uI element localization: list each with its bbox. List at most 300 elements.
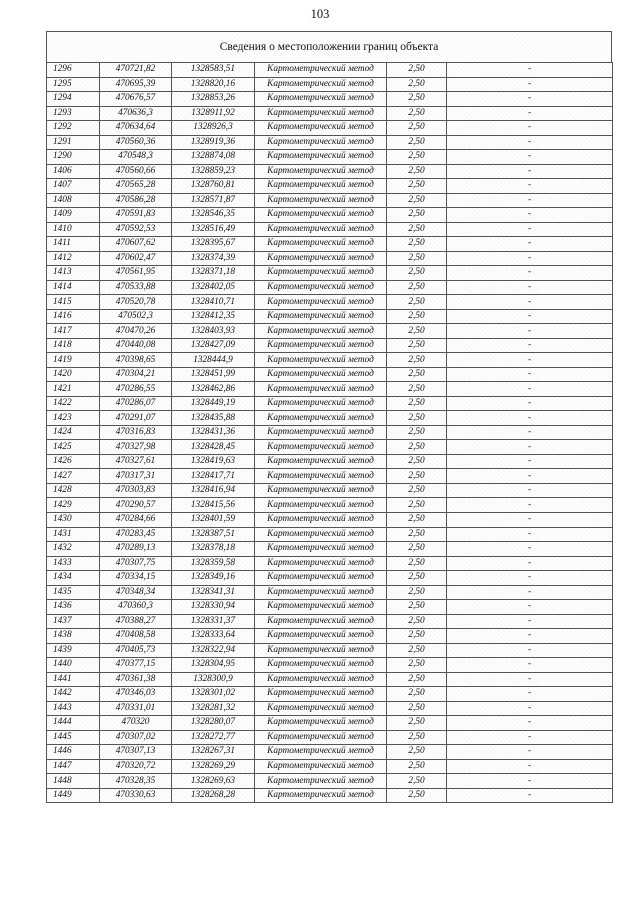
accuracy-cell: 2,50 xyxy=(387,788,447,803)
point-number-cell: 1415 xyxy=(47,295,100,310)
point-number-cell: 1416 xyxy=(47,309,100,324)
table-row xyxy=(47,716,613,731)
x-coordinate-cell: 470334,15 xyxy=(100,571,172,586)
accuracy-cell: 2,50 xyxy=(387,324,447,339)
note-cell: - xyxy=(447,164,613,179)
y-coordinate-cell: 1328451,99 xyxy=(172,367,255,382)
table-row xyxy=(47,222,613,237)
y-coordinate-cell: 1328349,16 xyxy=(172,571,255,586)
point-number-cell: 1447 xyxy=(47,759,100,774)
point-number-cell: 1439 xyxy=(47,643,100,658)
x-coordinate-cell: 470316,83 xyxy=(100,425,172,440)
method-cell: Картометрический метод xyxy=(255,150,387,165)
point-number-cell: 1413 xyxy=(47,266,100,281)
x-coordinate-cell: 470348,34 xyxy=(100,585,172,600)
x-coordinate-cell: 470560,66 xyxy=(100,164,172,179)
method-cell: Картометрический метод xyxy=(255,121,387,136)
method-cell: Картометрический метод xyxy=(255,338,387,353)
point-number-cell: 1429 xyxy=(47,498,100,513)
note-cell: - xyxy=(447,629,613,644)
table-row xyxy=(47,672,613,687)
note-cell: - xyxy=(447,121,613,136)
note-cell: - xyxy=(447,222,613,237)
note-cell: - xyxy=(447,687,613,702)
page-number: 103 xyxy=(310,7,330,21)
y-coordinate-cell: 1328269,63 xyxy=(172,774,255,789)
point-number-cell: 1437 xyxy=(47,614,100,629)
y-coordinate-cell: 1328427,09 xyxy=(172,338,255,353)
method-cell: Картометрический метод xyxy=(255,280,387,295)
accuracy-cell: 2,50 xyxy=(387,237,447,252)
method-cell: Картометрический метод xyxy=(255,701,387,716)
table-row xyxy=(47,759,613,774)
note-cell: - xyxy=(447,353,613,368)
x-coordinate-cell: 470360,3 xyxy=(100,600,172,615)
x-coordinate-cell: 470307,75 xyxy=(100,556,172,571)
y-coordinate-cell: 1328378,18 xyxy=(172,542,255,557)
x-coordinate-cell: 470548,3 xyxy=(100,150,172,165)
note-cell: - xyxy=(447,150,613,165)
y-coordinate-cell: 1328281,32 xyxy=(172,701,255,716)
accuracy-cell: 2,50 xyxy=(387,585,447,600)
table-row xyxy=(47,396,613,411)
accuracy-cell: 2,50 xyxy=(387,164,447,179)
y-coordinate-cell: 1328416,94 xyxy=(172,483,255,498)
point-number-cell: 1408 xyxy=(47,193,100,208)
y-coordinate-cell: 1328444,9 xyxy=(172,353,255,368)
point-number-cell: 1414 xyxy=(47,280,100,295)
y-coordinate-cell: 1328280,07 xyxy=(172,716,255,731)
note-cell: - xyxy=(447,367,613,382)
x-coordinate-cell: 470586,28 xyxy=(100,193,172,208)
note-cell: - xyxy=(447,701,613,716)
point-number-cell: 1445 xyxy=(47,730,100,745)
y-coordinate-cell: 1328331,37 xyxy=(172,614,255,629)
accuracy-cell: 2,50 xyxy=(387,716,447,731)
x-coordinate-cell: 470361,38 xyxy=(100,672,172,687)
point-number-cell: 1295 xyxy=(47,77,100,92)
method-cell: Картометрический метод xyxy=(255,251,387,266)
note-cell: - xyxy=(447,542,613,557)
method-cell: Картометрический метод xyxy=(255,382,387,397)
table-row xyxy=(47,106,613,121)
method-cell: Картометрический метод xyxy=(255,309,387,324)
y-coordinate-cell: 1328412,35 xyxy=(172,309,255,324)
y-coordinate-cell: 1328267,31 xyxy=(172,745,255,760)
method-cell: Картометрический метод xyxy=(255,716,387,731)
accuracy-cell: 2,50 xyxy=(387,643,447,658)
accuracy-cell: 2,50 xyxy=(387,135,447,150)
coordinates-sheet xyxy=(46,31,612,803)
table-row xyxy=(47,411,613,426)
point-number-cell: 1430 xyxy=(47,512,100,527)
method-cell: Картометрический метод xyxy=(255,745,387,760)
x-coordinate-cell: 470328,35 xyxy=(100,774,172,789)
table-row xyxy=(47,63,613,78)
table-row xyxy=(47,571,613,586)
y-coordinate-cell: 1328410,71 xyxy=(172,295,255,310)
y-coordinate-cell: 1328395,67 xyxy=(172,237,255,252)
y-coordinate-cell: 1328403,93 xyxy=(172,324,255,339)
table-row xyxy=(47,556,613,571)
point-number-cell: 1443 xyxy=(47,701,100,716)
accuracy-cell: 2,50 xyxy=(387,425,447,440)
point-number-cell: 1436 xyxy=(47,600,100,615)
accuracy-cell: 2,50 xyxy=(387,150,447,165)
table-row xyxy=(47,164,613,179)
note-cell: - xyxy=(447,469,613,484)
method-cell: Картометрический метод xyxy=(255,469,387,484)
method-cell: Картометрический метод xyxy=(255,774,387,789)
note-cell: - xyxy=(447,179,613,194)
table-row xyxy=(47,266,613,281)
table-row xyxy=(47,585,613,600)
accuracy-cell: 2,50 xyxy=(387,483,447,498)
y-coordinate-cell: 1328760,81 xyxy=(172,179,255,194)
accuracy-cell: 2,50 xyxy=(387,600,447,615)
point-number-cell: 1435 xyxy=(47,585,100,600)
method-cell: Картометрический метод xyxy=(255,687,387,702)
accuracy-cell: 2,50 xyxy=(387,672,447,687)
x-coordinate-cell: 470330,63 xyxy=(100,788,172,803)
method-cell: Картометрический метод xyxy=(255,208,387,223)
x-coordinate-cell: 470286,07 xyxy=(100,396,172,411)
y-coordinate-cell: 1328333,64 xyxy=(172,629,255,644)
note-cell: - xyxy=(447,338,613,353)
point-number-cell: 1411 xyxy=(47,237,100,252)
note-cell: - xyxy=(447,77,613,92)
note-cell: - xyxy=(447,208,613,223)
accuracy-cell: 2,50 xyxy=(387,121,447,136)
table-row xyxy=(47,658,613,673)
method-cell: Картометрический метод xyxy=(255,411,387,426)
y-coordinate-cell: 1328272,77 xyxy=(172,730,255,745)
method-cell: Картометрический метод xyxy=(255,629,387,644)
note-cell: - xyxy=(447,788,613,803)
point-number-cell: 1448 xyxy=(47,774,100,789)
note-cell: - xyxy=(447,774,613,789)
x-coordinate-cell: 470634,64 xyxy=(100,121,172,136)
point-number-cell: 1291 xyxy=(47,135,100,150)
method-cell: Картометрический метод xyxy=(255,730,387,745)
point-number-cell: 1444 xyxy=(47,716,100,731)
table-row xyxy=(47,512,613,527)
y-coordinate-cell: 1328402,05 xyxy=(172,280,255,295)
x-coordinate-cell: 470346,03 xyxy=(100,687,172,702)
method-cell: Картометрический метод xyxy=(255,106,387,121)
table-row xyxy=(47,179,613,194)
x-coordinate-cell: 470307,13 xyxy=(100,745,172,760)
y-coordinate-cell: 1328419,63 xyxy=(172,454,255,469)
point-number-cell: 1290 xyxy=(47,150,100,165)
x-coordinate-cell: 470327,61 xyxy=(100,454,172,469)
accuracy-cell: 2,50 xyxy=(387,556,447,571)
table-row xyxy=(47,425,613,440)
y-coordinate-cell: 1328301,02 xyxy=(172,687,255,702)
y-coordinate-cell: 1328874,08 xyxy=(172,150,255,165)
y-coordinate-cell: 1328911,92 xyxy=(172,106,255,121)
y-coordinate-cell: 1328859,23 xyxy=(172,164,255,179)
method-cell: Картометрический метод xyxy=(255,600,387,615)
table-row xyxy=(47,774,613,789)
point-number-cell: 1425 xyxy=(47,440,100,455)
y-coordinate-cell: 1328462,86 xyxy=(172,382,255,397)
note-cell: - xyxy=(447,135,613,150)
table-row xyxy=(47,150,613,165)
note-cell: - xyxy=(447,571,613,586)
x-coordinate-cell: 470408,58 xyxy=(100,629,172,644)
accuracy-cell: 2,50 xyxy=(387,353,447,368)
accuracy-cell: 2,50 xyxy=(387,454,447,469)
y-coordinate-cell: 1328583,51 xyxy=(172,63,255,78)
point-number-cell: 1296 xyxy=(47,63,100,78)
y-coordinate-cell: 1328428,45 xyxy=(172,440,255,455)
point-number-cell: 1428 xyxy=(47,483,100,498)
accuracy-cell: 2,50 xyxy=(387,730,447,745)
y-coordinate-cell: 1328449,19 xyxy=(172,396,255,411)
x-coordinate-cell: 470502,3 xyxy=(100,309,172,324)
x-coordinate-cell: 470607,62 xyxy=(100,237,172,252)
accuracy-cell: 2,50 xyxy=(387,440,447,455)
point-number-cell: 1432 xyxy=(47,542,100,557)
x-coordinate-cell: 470291,07 xyxy=(100,411,172,426)
method-cell: Картометрический метод xyxy=(255,614,387,629)
accuracy-cell: 2,50 xyxy=(387,63,447,78)
accuracy-cell: 2,50 xyxy=(387,527,447,542)
table-body xyxy=(47,63,613,803)
note-cell: - xyxy=(447,745,613,760)
table-row xyxy=(47,193,613,208)
note-cell: - xyxy=(447,396,613,411)
note-cell: - xyxy=(447,309,613,324)
y-coordinate-cell: 1328431,36 xyxy=(172,425,255,440)
y-coordinate-cell: 1328304,95 xyxy=(172,658,255,673)
note-cell: - xyxy=(447,614,613,629)
accuracy-cell: 2,50 xyxy=(387,251,447,266)
y-coordinate-cell: 1328435,88 xyxy=(172,411,255,426)
table-row xyxy=(47,745,613,760)
note-cell: - xyxy=(447,556,613,571)
note-cell: - xyxy=(447,759,613,774)
point-number-cell: 1421 xyxy=(47,382,100,397)
accuracy-cell: 2,50 xyxy=(387,338,447,353)
table-row xyxy=(47,788,613,803)
point-number-cell: 1409 xyxy=(47,208,100,223)
x-coordinate-cell: 470284,66 xyxy=(100,512,172,527)
table-row xyxy=(47,280,613,295)
method-cell: Картометрический метод xyxy=(255,353,387,368)
point-number-cell: 1294 xyxy=(47,92,100,107)
table-row xyxy=(47,629,613,644)
accuracy-cell: 2,50 xyxy=(387,614,447,629)
method-cell: Картометрический метод xyxy=(255,512,387,527)
note-cell: - xyxy=(447,295,613,310)
method-cell: Картометрический метод xyxy=(255,759,387,774)
y-coordinate-cell: 1328341,31 xyxy=(172,585,255,600)
y-coordinate-cell: 1328401,59 xyxy=(172,512,255,527)
note-cell: - xyxy=(447,585,613,600)
note-cell: - xyxy=(447,440,613,455)
x-coordinate-cell: 470602,47 xyxy=(100,251,172,266)
point-number-cell: 1406 xyxy=(47,164,100,179)
method-cell: Картометрический метод xyxy=(255,396,387,411)
method-cell: Картометрический метод xyxy=(255,643,387,658)
y-coordinate-cell: 1328371,18 xyxy=(172,266,255,281)
table-row xyxy=(47,251,613,266)
accuracy-cell: 2,50 xyxy=(387,774,447,789)
note-cell: - xyxy=(447,483,613,498)
x-coordinate-cell: 470377,15 xyxy=(100,658,172,673)
table-row xyxy=(47,687,613,702)
accuracy-cell: 2,50 xyxy=(387,542,447,557)
x-coordinate-cell: 470676,57 xyxy=(100,92,172,107)
coordinates-table xyxy=(46,62,613,803)
table-row xyxy=(47,295,613,310)
y-coordinate-cell: 1328417,71 xyxy=(172,469,255,484)
method-cell: Картометрический метод xyxy=(255,295,387,310)
y-coordinate-cell: 1328269,29 xyxy=(172,759,255,774)
accuracy-cell: 2,50 xyxy=(387,629,447,644)
accuracy-cell: 2,50 xyxy=(387,295,447,310)
method-cell: Картометрический метод xyxy=(255,193,387,208)
method-cell: Картометрический метод xyxy=(255,164,387,179)
accuracy-cell: 2,50 xyxy=(387,280,447,295)
method-cell: Картометрический метод xyxy=(255,179,387,194)
table-row xyxy=(47,382,613,397)
point-number-cell: 1412 xyxy=(47,251,100,266)
point-number-cell: 1438 xyxy=(47,629,100,644)
accuracy-cell: 2,50 xyxy=(387,469,447,484)
accuracy-cell: 2,50 xyxy=(387,77,447,92)
point-number-cell: 1440 xyxy=(47,658,100,673)
table-row xyxy=(47,527,613,542)
point-number-cell: 1422 xyxy=(47,396,100,411)
table-row xyxy=(47,309,613,324)
note-cell: - xyxy=(447,658,613,673)
point-number-cell: 1410 xyxy=(47,222,100,237)
x-coordinate-cell: 470286,55 xyxy=(100,382,172,397)
table-row xyxy=(47,542,613,557)
accuracy-cell: 2,50 xyxy=(387,309,447,324)
x-coordinate-cell: 470317,31 xyxy=(100,469,172,484)
method-cell: Картометрический метод xyxy=(255,222,387,237)
method-cell: Картометрический метод xyxy=(255,498,387,513)
method-cell: Картометрический метод xyxy=(255,585,387,600)
table-row xyxy=(47,208,613,223)
table-row xyxy=(47,483,613,498)
y-coordinate-cell: 1328820,16 xyxy=(172,77,255,92)
point-number-cell: 1426 xyxy=(47,454,100,469)
accuracy-cell: 2,50 xyxy=(387,687,447,702)
x-coordinate-cell: 470290,57 xyxy=(100,498,172,513)
accuracy-cell: 2,50 xyxy=(387,512,447,527)
x-coordinate-cell: 470561,95 xyxy=(100,266,172,281)
x-coordinate-cell: 470320 xyxy=(100,716,172,731)
x-coordinate-cell: 470283,45 xyxy=(100,527,172,542)
x-coordinate-cell: 470695,39 xyxy=(100,77,172,92)
x-coordinate-cell: 470327,98 xyxy=(100,440,172,455)
method-cell: Картометрический метод xyxy=(255,237,387,252)
accuracy-cell: 2,50 xyxy=(387,571,447,586)
method-cell: Картометрический метод xyxy=(255,63,387,78)
method-cell: Картометрический метод xyxy=(255,92,387,107)
note-cell: - xyxy=(447,454,613,469)
y-coordinate-cell: 1328330,94 xyxy=(172,600,255,615)
accuracy-cell: 2,50 xyxy=(387,222,447,237)
x-coordinate-cell: 470388,27 xyxy=(100,614,172,629)
method-cell: Картометрический метод xyxy=(255,135,387,150)
table-row xyxy=(47,614,613,629)
x-coordinate-cell: 470591,83 xyxy=(100,208,172,223)
note-cell: - xyxy=(447,280,613,295)
table-row xyxy=(47,643,613,658)
y-coordinate-cell: 1328300,9 xyxy=(172,672,255,687)
accuracy-cell: 2,50 xyxy=(387,411,447,426)
note-cell: - xyxy=(447,600,613,615)
point-number-cell: 1292 xyxy=(47,121,100,136)
method-cell: Картометрический метод xyxy=(255,672,387,687)
point-number-cell: 1417 xyxy=(47,324,100,339)
table-row xyxy=(47,353,613,368)
note-cell: - xyxy=(447,527,613,542)
x-coordinate-cell: 470307,02 xyxy=(100,730,172,745)
x-coordinate-cell: 470331,01 xyxy=(100,701,172,716)
point-number-cell: 1419 xyxy=(47,353,100,368)
y-coordinate-cell: 1328853,26 xyxy=(172,92,255,107)
accuracy-cell: 2,50 xyxy=(387,367,447,382)
x-coordinate-cell: 470636,3 xyxy=(100,106,172,121)
table-row xyxy=(47,600,613,615)
table-row xyxy=(47,440,613,455)
x-coordinate-cell: 470533,88 xyxy=(100,280,172,295)
method-cell: Картометрический метод xyxy=(255,77,387,92)
note-cell: - xyxy=(447,106,613,121)
note-cell: - xyxy=(447,716,613,731)
table-row xyxy=(47,237,613,252)
accuracy-cell: 2,50 xyxy=(387,208,447,223)
method-cell: Картометрический метод xyxy=(255,367,387,382)
y-coordinate-cell: 1328926,3 xyxy=(172,121,255,136)
point-number-cell: 1420 xyxy=(47,367,100,382)
y-coordinate-cell: 1328516,49 xyxy=(172,222,255,237)
point-number-cell: 1427 xyxy=(47,469,100,484)
note-cell: - xyxy=(447,643,613,658)
table-row xyxy=(47,121,613,136)
method-cell: Картометрический метод xyxy=(255,788,387,803)
method-cell: Картометрический метод xyxy=(255,425,387,440)
x-coordinate-cell: 470289,13 xyxy=(100,542,172,557)
note-cell: - xyxy=(447,237,613,252)
method-cell: Картометрический метод xyxy=(255,440,387,455)
table-row xyxy=(47,730,613,745)
accuracy-cell: 2,50 xyxy=(387,382,447,397)
point-number-cell: 1446 xyxy=(47,745,100,760)
table-row xyxy=(47,367,613,382)
note-cell: - xyxy=(447,512,613,527)
method-cell: Картометрический метод xyxy=(255,571,387,586)
accuracy-cell: 2,50 xyxy=(387,266,447,281)
table-title: Сведения о местоположении границ объекта xyxy=(46,31,612,62)
accuracy-cell: 2,50 xyxy=(387,396,447,411)
x-coordinate-cell: 470303,83 xyxy=(100,483,172,498)
accuracy-cell: 2,50 xyxy=(387,106,447,121)
note-cell: - xyxy=(447,193,613,208)
note-cell: - xyxy=(447,425,613,440)
method-cell: Картометрический метод xyxy=(255,542,387,557)
accuracy-cell: 2,50 xyxy=(387,179,447,194)
x-coordinate-cell: 470440,08 xyxy=(100,338,172,353)
x-coordinate-cell: 470560,36 xyxy=(100,135,172,150)
